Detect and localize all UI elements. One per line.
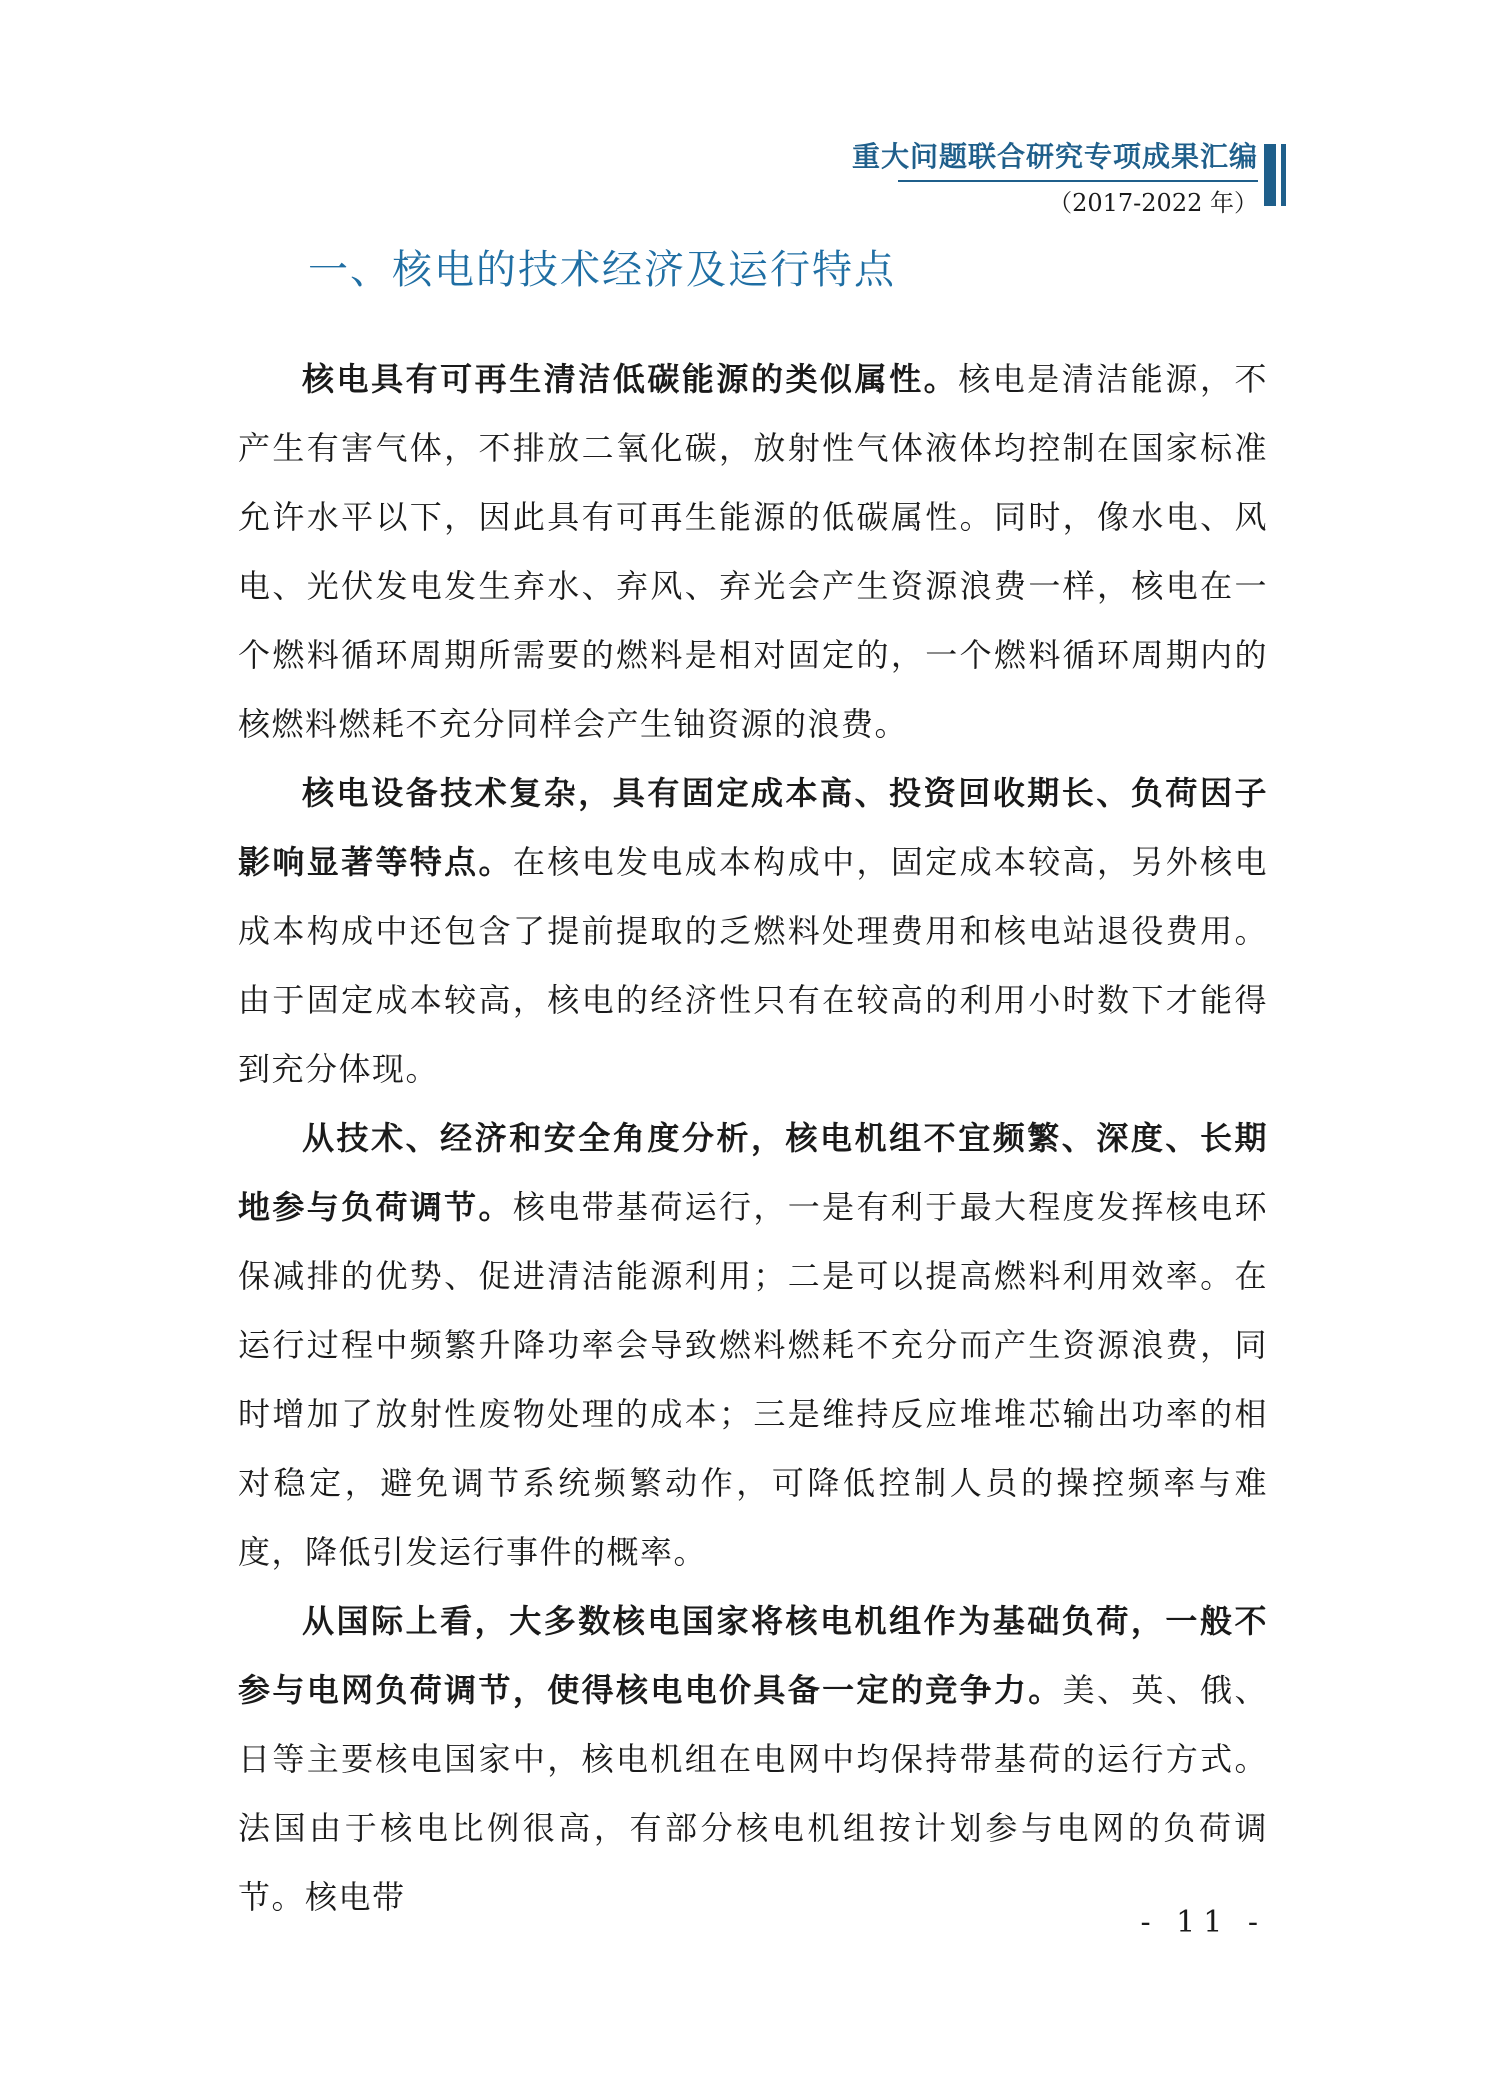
paragraph-4 — [238, 1587, 1268, 1932]
paragraph-1 — [238, 345, 1268, 759]
paragraph-body: 在核电发电成本构成中，固定成本较高，另外核电成本构成中还包含了提前提取的乏燃料处理费用和核电站退役费用。由于固定成本较高，核电的经济性只有在较高的利用小时数下才能得到充分体现。 — [238, 843, 1268, 1088]
paragraph-lead: 从技术、经济和安全角度分析，核电机组不宜频繁、深度、长期地参与负荷调节。 — [238, 1119, 1268, 1226]
header-title: 重大问题联合研究专项成果汇编 — [851, 140, 1258, 173]
paragraph-2 — [238, 759, 1268, 1104]
page-number: - 11 - — [1140, 1905, 1266, 1940]
header-bar-thick — [1264, 144, 1276, 206]
header-decoration — [1264, 144, 1286, 206]
paragraph-body: 核电带基荷运行，一是有利于最大程度发挥核电环保减排的优势、促进清洁能源利用；二是可以提高燃料利用效率。在运行过程中频繁升降功率会导致燃料燃耗不充分而产生资源浪费，同时增加了放射性废物处理的成本；三是维持反应堆堆芯输出功率的相对稳定，避免调节系统频繁动作，可降低控制人员的操控频率与难度，降低引发运行事件的概率。 — [238, 1188, 1268, 1571]
paragraph-body: 美、英、俄、日等主要核电国家中，核电机组在电网中均保持带基荷的运行方式。法国由于核电比例很高，有部分核电机组按计划参与电网的负荷调节。核电带 — [238, 1671, 1268, 1916]
running-header — [698, 138, 1258, 218]
paragraph-3 — [238, 1104, 1268, 1587]
header-bar-thin — [1281, 144, 1286, 206]
paragraph-lead: 核电设备技术复杂，具有固定成本高、投资回收期长、负荷因子影响显著等特点。 — [238, 774, 1268, 881]
body-text — [238, 345, 1268, 1932]
paragraph-lead: 从国际上看，大多数核电国家将核电机组作为基础负荷，一般不参与电网负荷调节，使得核电电价具备一定的竞争力。 — [238, 1602, 1268, 1709]
paragraph-body: 核电是清洁能源，不产生有害气体，不排放二氧化碳，放射性气体液体均控制在国家标准允许水平以下，因此具有可再生能源的低碳属性。同时，像水电、风电、光伏发电发生弃水、弃风、弃光会产生资源浪费一样，核电在一个燃料循环周期所需要的燃料是相对固定的，一个燃料循环周期内的核燃料燃耗不充分同样会产生铀资源的浪费。 — [238, 360, 1268, 743]
section-title: 一、核电的技术经济及运行特点 — [308, 247, 896, 293]
header-divider — [898, 180, 1258, 182]
paragraph-lead: 核电具有可再生清洁低碳能源的类似属性。 — [302, 360, 959, 398]
header-year: （2017-2022 年） — [1048, 189, 1258, 217]
